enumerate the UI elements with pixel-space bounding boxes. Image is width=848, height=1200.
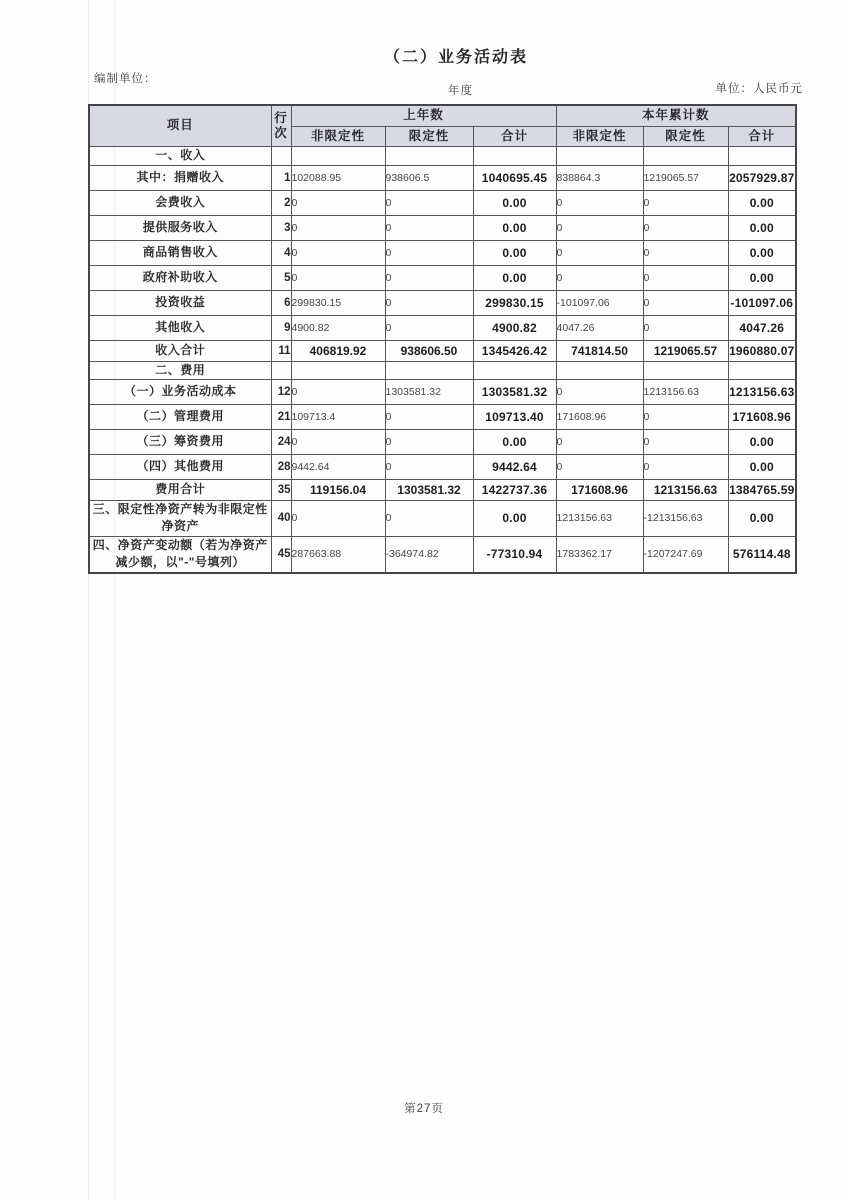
value-cell: 0: [643, 430, 728, 455]
value-cell: 0: [385, 315, 473, 340]
value-cell: 4047.26: [728, 315, 796, 340]
line-no-cell: 9: [271, 315, 291, 340]
value-cell: 9442.64: [291, 455, 385, 480]
table-row: [89, 147, 796, 165]
value-cell: 1384765.59: [728, 480, 796, 501]
table-row: [89, 215, 796, 240]
item-cell: （一）业务活动成本: [89, 380, 271, 405]
value-cell: 0.00: [728, 455, 796, 480]
value-cell: 102088.95: [291, 165, 385, 190]
value-cell: 1213156.63: [643, 380, 728, 405]
table-row: [89, 265, 796, 290]
item-cell: 商品销售收入: [89, 240, 271, 265]
line-no-cell: [271, 361, 291, 379]
item-cell: 政府补助收入: [89, 265, 271, 290]
value-cell: 0.00: [473, 265, 556, 290]
value-cell: 0: [556, 240, 643, 265]
table-row: [89, 290, 796, 315]
value-cell: 0: [291, 265, 385, 290]
line-no-cell: 6: [271, 290, 291, 315]
value-cell: 0.00: [728, 501, 796, 537]
line-no-cell: 12: [271, 380, 291, 405]
table-row: [89, 480, 796, 501]
value-cell: 0.00: [473, 430, 556, 455]
value-cell: [643, 147, 728, 165]
line-no-cell: 40: [271, 501, 291, 537]
value-cell: -1213156.63: [643, 501, 728, 537]
value-cell: 1345426.42: [473, 340, 556, 361]
value-cell: 0: [556, 380, 643, 405]
value-cell: 1960880.07: [728, 340, 796, 361]
value-cell: 0: [556, 455, 643, 480]
value-cell: 171608.96: [556, 480, 643, 501]
line-no-cell: 5: [271, 265, 291, 290]
value-cell: 0: [556, 215, 643, 240]
value-cell: 0: [385, 455, 473, 480]
line-no-cell: [271, 147, 291, 165]
value-cell: 0.00: [728, 265, 796, 290]
value-cell: 938606.5: [385, 165, 473, 190]
col-header-prior-year: 上年数: [291, 105, 556, 126]
value-cell: 0: [291, 190, 385, 215]
value-cell: 4900.82: [291, 315, 385, 340]
value-cell: 0: [556, 190, 643, 215]
value-cell: 741814.50: [556, 340, 643, 361]
col-subheader: 合计: [473, 126, 556, 147]
value-cell: 0: [385, 405, 473, 430]
col-header-line-no: 行次: [271, 105, 291, 147]
table-row: [89, 501, 796, 537]
line-no-cell: 45: [271, 536, 291, 572]
value-cell: [556, 361, 643, 379]
value-cell: 1219065.57: [643, 340, 728, 361]
value-cell: [728, 147, 796, 165]
table-row: [89, 430, 796, 455]
value-cell: 0: [291, 501, 385, 537]
line-no-cell: 3: [271, 215, 291, 240]
table-row: [89, 536, 796, 572]
col-subheader: 非限定性: [556, 126, 643, 147]
value-cell: 0: [643, 190, 728, 215]
table-row: [89, 315, 796, 340]
value-cell: 0: [556, 430, 643, 455]
value-cell: 0: [385, 190, 473, 215]
value-cell: 299830.15: [473, 290, 556, 315]
value-cell: -101097.06: [728, 290, 796, 315]
line-no-cell: 35: [271, 480, 291, 501]
value-cell: 0: [643, 315, 728, 340]
item-cell: 三、限定性净资产转为非限定性净资产: [89, 501, 271, 537]
item-cell: 投资收益: [89, 290, 271, 315]
header-row-groups: [89, 105, 796, 126]
value-cell: 119156.04: [291, 480, 385, 501]
line-no-cell: 1: [271, 165, 291, 190]
value-cell: [385, 361, 473, 379]
value-cell: 0.00: [728, 215, 796, 240]
value-cell: [291, 361, 385, 379]
value-cell: 0: [385, 290, 473, 315]
prepared-by-label: 编制单位：: [94, 73, 157, 85]
value-cell: 576114.48: [728, 536, 796, 572]
value-cell: 938606.50: [385, 340, 473, 361]
item-cell: 会费收入: [89, 190, 271, 215]
value-cell: 838864.3: [556, 165, 643, 190]
item-cell: 费用合计: [89, 480, 271, 501]
value-cell: 1219065.57: [643, 165, 728, 190]
page-title: （二）业务活动表: [383, 49, 528, 66]
business-activity-table: [88, 104, 797, 574]
value-cell: 0.00: [728, 240, 796, 265]
value-cell: [643, 361, 728, 379]
value-cell: 0: [385, 215, 473, 240]
value-cell: 0: [385, 240, 473, 265]
line-no-cell: 2: [271, 190, 291, 215]
page-number: 第27页: [404, 1103, 444, 1115]
value-cell: 0: [556, 265, 643, 290]
table-row: [89, 190, 796, 215]
value-cell: 0: [291, 240, 385, 265]
value-cell: [385, 147, 473, 165]
item-cell: （三）筹资费用: [89, 430, 271, 455]
value-cell: 1213156.63: [643, 480, 728, 501]
value-cell: 171608.96: [556, 405, 643, 430]
value-cell: 109713.4: [291, 405, 385, 430]
value-cell: 0: [291, 380, 385, 405]
value-cell: 0.00: [473, 190, 556, 215]
col-subheader: 限定性: [385, 126, 473, 147]
value-cell: 1213156.63: [556, 501, 643, 537]
value-cell: -101097.06: [556, 290, 643, 315]
value-cell: 0.00: [728, 430, 796, 455]
item-cell: 其他收入: [89, 315, 271, 340]
line-no-cell: 11: [271, 340, 291, 361]
value-cell: 406819.92: [291, 340, 385, 361]
item-cell: （二）管理费用: [89, 405, 271, 430]
year-label: 年度: [448, 85, 473, 97]
value-cell: 299830.15: [291, 290, 385, 315]
item-cell: 一、收入: [89, 147, 271, 165]
item-cell: 二、费用: [89, 361, 271, 379]
value-cell: 1303581.32: [385, 380, 473, 405]
value-cell: 0.00: [473, 501, 556, 537]
table-row: [89, 165, 796, 190]
value-cell: -364974.82: [385, 536, 473, 572]
value-cell: 0: [291, 215, 385, 240]
col-subheader: 限定性: [643, 126, 728, 147]
item-cell: 收入合计: [89, 340, 271, 361]
value-cell: [291, 147, 385, 165]
value-cell: [473, 147, 556, 165]
item-cell: （四）其他费用: [89, 455, 271, 480]
col-subheader: 非限定性: [291, 126, 385, 147]
value-cell: 2057929.87: [728, 165, 796, 190]
value-cell: 0: [643, 215, 728, 240]
value-cell: 0: [643, 405, 728, 430]
value-cell: 109713.40: [473, 405, 556, 430]
value-cell: 0: [643, 240, 728, 265]
value-cell: -1207247.69: [643, 536, 728, 572]
col-header-current-year: 本年累计数: [556, 105, 796, 126]
value-cell: 0.00: [473, 240, 556, 265]
col-header-item: 项目: [89, 105, 271, 147]
line-no-cell: 21: [271, 405, 291, 430]
item-cell: 提供服务收入: [89, 215, 271, 240]
value-cell: 0: [385, 430, 473, 455]
value-cell: [728, 361, 796, 379]
item-cell: 四、净资产变动额（若为净资产减少额，以"-"号填列）: [89, 536, 271, 572]
value-cell: 0: [385, 265, 473, 290]
currency-unit-label: 单位：人民币元: [715, 83, 803, 95]
value-cell: 171608.96: [728, 405, 796, 430]
line-no-cell: 28: [271, 455, 291, 480]
value-cell: 1422737.36: [473, 480, 556, 501]
value-cell: 0: [385, 501, 473, 537]
value-cell: 1213156.63: [728, 380, 796, 405]
value-cell: [473, 361, 556, 379]
table-row: [89, 240, 796, 265]
table-row: [89, 340, 796, 361]
value-cell: 0: [643, 455, 728, 480]
value-cell: 1040695.45: [473, 165, 556, 190]
table-row: [89, 405, 796, 430]
value-cell: 4900.82: [473, 315, 556, 340]
table-row: [89, 380, 796, 405]
value-cell: 4047.26: [556, 315, 643, 340]
value-cell: -77310.94: [473, 536, 556, 572]
line-no-cell: 24: [271, 430, 291, 455]
value-cell: 0.00: [728, 190, 796, 215]
line-no-cell: 4: [271, 240, 291, 265]
value-cell: 0.00: [473, 215, 556, 240]
value-cell: 1783362.17: [556, 536, 643, 572]
value-cell: [556, 147, 643, 165]
value-cell: 9442.64: [473, 455, 556, 480]
value-cell: 1303581.32: [473, 380, 556, 405]
item-cell: 其中：捐赠收入: [89, 165, 271, 190]
value-cell: 0: [291, 430, 385, 455]
value-cell: 0: [643, 290, 728, 315]
table-row: [89, 455, 796, 480]
value-cell: 1303581.32: [385, 480, 473, 501]
value-cell: 287663.88: [291, 536, 385, 572]
col-subheader: 合计: [728, 126, 796, 147]
table-row: [89, 361, 796, 379]
value-cell: 0: [643, 265, 728, 290]
